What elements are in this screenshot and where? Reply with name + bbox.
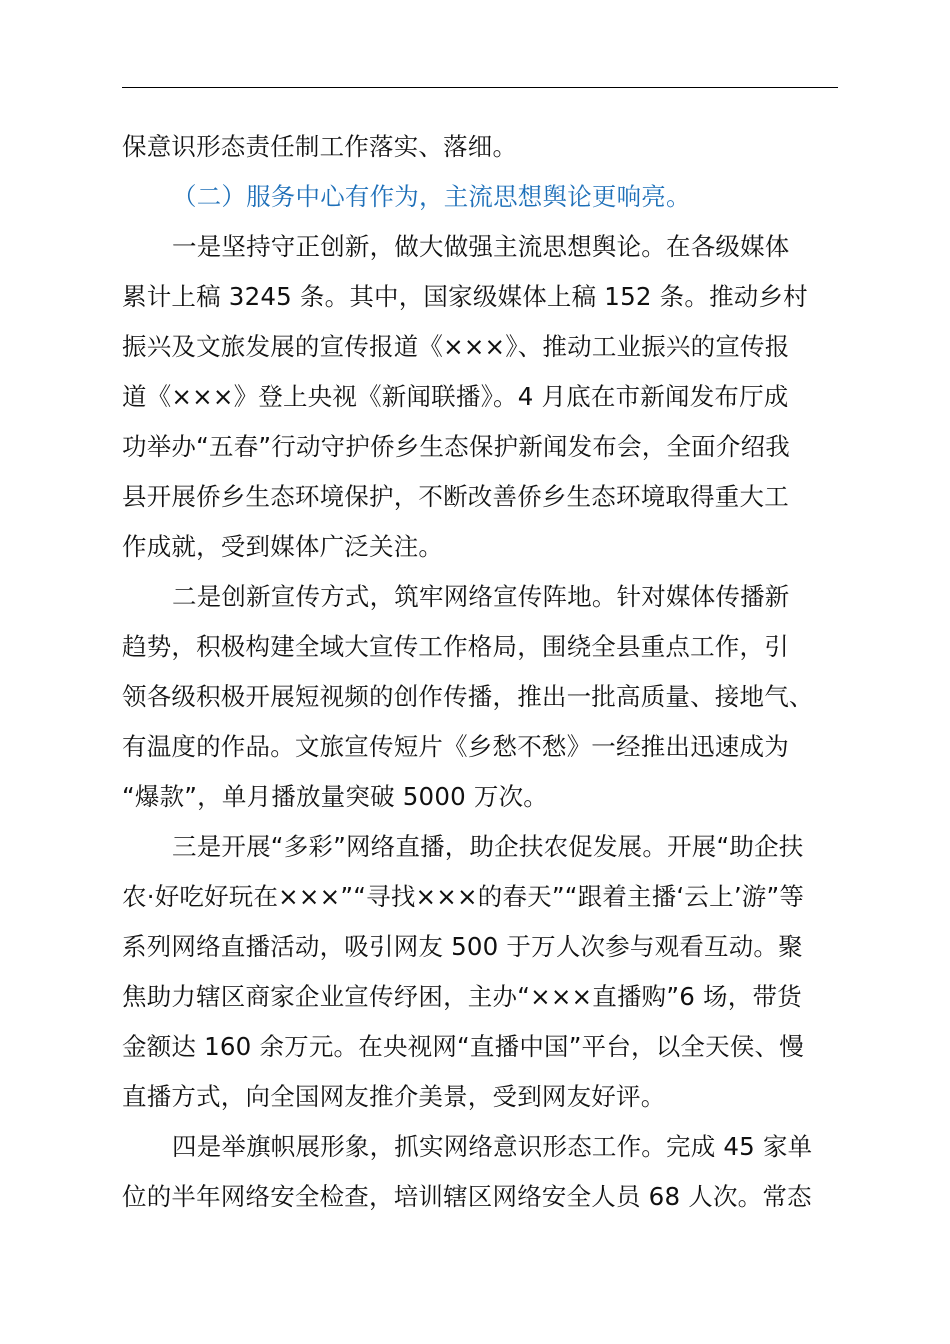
paragraph-4-start: 四是举旗帜展形象，抓实网络意识形态工作。完成 45 家单 xyxy=(172,1132,813,1161)
text-line: 直播方式，向全国网友推介美景，受到网友好评。 xyxy=(122,1082,666,1111)
text-line: “爆款”，单月播放量突破 5000 万次。 xyxy=(122,782,549,811)
text-line: 金额达 160 余万元。在央视网“直播中国”平台，以全天侯、慢 xyxy=(122,1032,804,1061)
text-line: 焦助力辖区商家企业宣传纾困，主办“×××直播购”6 场，带货 xyxy=(122,982,802,1011)
text-line: 位的半年网络安全检查，培训辖区网络安全人员 68 人次。常态 xyxy=(122,1182,812,1211)
text-line: 作成就，受到媒体广泛关注。 xyxy=(122,532,444,561)
text-line: 县开展侨乡生态环境保护，不断改善侨乡生态环境取得重大工 xyxy=(122,482,789,511)
paragraph-3-start: 三是开展“多彩”网络直播，助企扶农促发展。开展“助企扶 xyxy=(172,832,804,861)
text-line: 农·好吃好玩在×××”“寻找×××的春天”“跟着主播‘云上’游”等 xyxy=(122,882,805,911)
text-line: 累计上稿 3245 条。其中，国家级媒体上稿 152 条。推动乡村 xyxy=(122,282,808,311)
text-line: 趋势，积极构建全域大宣传工作格局，围绕全县重点工作，引 xyxy=(122,632,789,661)
text-line: 振兴及文旅发展的宣传报道《×××》、推动工业振兴的宣传报 xyxy=(122,332,790,361)
header-rule xyxy=(122,87,838,88)
section-heading: （二）服务中心有作为，主流思想舆论更响亮。 xyxy=(172,182,691,211)
text-line: 保意识形态责任制工作落实、落细。 xyxy=(122,132,518,161)
paragraph-1-start: 一是坚持守正创新，做大做强主流思想舆论。在各级媒体 xyxy=(172,232,790,261)
text-line: 功举办“五春”行动守护侨乡生态保护新闻发布会，全面介绍我 xyxy=(122,432,790,461)
document-body xyxy=(122,122,838,1222)
text-line: 有温度的作品。文旅宣传短片《乡愁不愁》一经推出迅速成为 xyxy=(122,732,789,761)
text-line: 领各级积极开展短视频的创作传播，推出一批高质量、接地气、 xyxy=(122,682,814,711)
text-line: 道《×××》登上央视《新闻联播》。4 月底在市新闻发布厅成 xyxy=(122,382,789,411)
text-line: 系列网络直播活动，吸引网友 500 于万人次参与观看互动。聚 xyxy=(122,932,803,961)
paragraph-2-start: 二是创新宣传方式，筑牢网络宣传阵地。针对媒体传播新 xyxy=(172,582,790,611)
